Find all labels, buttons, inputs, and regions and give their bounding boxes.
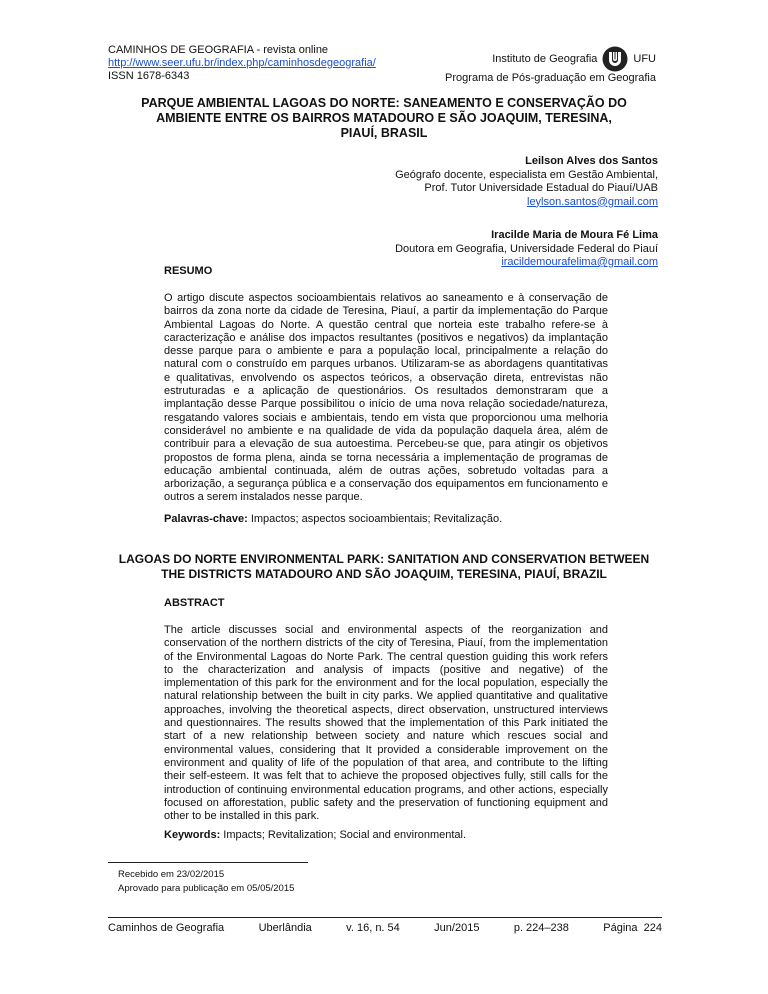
footer-date: Jun/2015: [434, 922, 480, 934]
author-name: Iracilde Maria de Moura Fé Lima: [491, 229, 658, 241]
author-block: [238, 155, 658, 209]
footer-pages: p. 224–238: [513, 922, 569, 934]
issn: ISSN 1678-6343: [108, 70, 190, 82]
footer-city: Uberlândia: [258, 922, 312, 934]
footer-volume: v. 16, n. 54: [346, 922, 400, 934]
author-affiliation: Doutora em Geografia, Universidade Federal do Piauí: [395, 242, 658, 255]
footnote-divider: [108, 862, 308, 863]
author-affiliation: Prof. Tutor Universidade Estadual do Piauí/UAB: [424, 182, 658, 194]
footer-journal: Caminhos de Geografia: [108, 922, 225, 934]
journal-url-link[interactable]: http://www.seer.ufu.br/index.php/caminhosdegeografia/: [108, 57, 376, 69]
journal-name: CAMINHOS DE GEOGRAFIA - revista online: [108, 44, 329, 56]
institute-name: Instituto de Geografia: [492, 52, 598, 65]
abstract-heading: ABSTRACT: [164, 597, 225, 609]
title-line: PARQUE AMBIENTAL LAGOAS DO NORTE: SANEAMENTO E CONSERVAÇÃO DO: [141, 96, 627, 110]
author-email-link[interactable]: leylson.santos@gmail.com: [527, 195, 658, 208]
author-block: [238, 229, 658, 270]
author-affiliation: Geógrafo docente, especialista em Gestão Ambiental,: [395, 168, 658, 181]
keywords-list: Impactos; aspectos socioambientais; Revitalização.: [247, 513, 503, 525]
title-line: THE DISTRICTS MATADOURO AND SÃO JOAQUIM, TERESINA, PIAUÍ, BRAZIL: [161, 567, 607, 581]
keywords-label: Keywords:: [164, 829, 221, 841]
title-line: LAGOAS DO NORTE ENVIRONMENTAL PARK: SANITATION AND CONSERVATION BETWEEN: [118, 552, 650, 566]
article-title-pt: [108, 96, 660, 141]
keywords-label: Palavras-chave:: [164, 513, 248, 525]
title-line: AMBIENTE ENTRE OS BAIRROS MATADOURO E SÃO JOAQUIM, TERESINA,: [156, 111, 612, 125]
footer-page-number: Página 224: [603, 922, 662, 934]
journal-header: [108, 44, 376, 83]
keywords-list: Impacts; Revitalization; Social and environmental.: [220, 829, 467, 841]
program-name: Programa de Pós-graduação em Geografia: [445, 72, 656, 84]
author-name: Leilson Alves dos Santos: [525, 155, 658, 167]
resumo-text: O artigo discute aspectos socioambientais relativos ao saneamento e à conservação de bairros da zona norte da cidade de Teresina, Piauí, a partir da implementação do Parque Ambiental Lagoas do Norte. A questão central que norteia este trabalho refere-se à caracterização e análise dos impactos resultantes (positivos e negativos) da implantação desse parque para o ambiente e para a população local, principalmente a relação do natural com o construído em parques urbanos. Utilizaram-se as abordagens quantitativas e qualitativas, envolvendo os aspectos teóricos, a observação direta, entrevistas não estruturadas e a aplicação de questionários. Os resultados demonstraram que a implantação desse Parque possibilitou o início de uma nova relação sociedade/natureza, resgatando valores sociais e ambientais, tendo em vista que proporcionou uma melhoria considerável no ambiente e na qualidade de vida da população daquela área, além de contribuir para a elevação de sua autoestima. Percebeu-se que, para atingir os objetivos propostos de forma plena, ainda se torna necessária a implementação de programas de educação ambiental continuada, além de outras ações, sobretudo voltadas para a arborização, a segurança pública e a conservação dos equipamentos em funcionamento e outros a serem instalados nesse parque.: [164, 292, 608, 504]
abstract-keywords: [164, 829, 608, 842]
received-date: Recebido em 23/02/2015: [118, 869, 225, 880]
ufu-logo-icon: [601, 46, 629, 72]
page-footer: [108, 922, 662, 934]
resumo-heading: RESUMO: [164, 265, 213, 277]
approved-date: Aprovado para publicação em 05/05/2015: [118, 883, 295, 894]
title-line: PIAUÍ, BRASIL: [340, 126, 428, 140]
article-title-en: [104, 552, 664, 582]
footnotes: [118, 868, 294, 896]
footer-divider: [108, 917, 662, 918]
resumo-keywords: [164, 513, 608, 526]
author-email-link[interactable]: iracildemourafelima@gmail.com: [501, 256, 658, 268]
institution-header: [445, 46, 656, 85]
abstract-text: The article discusses social and environmental aspects of the reorganization and conservation of the northern districts of the city of Teresina, Piauí, from the implementation of the Environmental Lagoas do Norte Park. The central question guiding this work refers to the characterization and analysis of impacts (positive and negative) of the implementation of this park for the environment and for the local population, especially the natural relationship between the built in city parks. We applied quantitative and qualitative approaches, involving the theoretical aspects, direct observation, unstructured interviews and questionnaires. The results showed that the implementation of this Park initiated the start of a new relationship between society and nature which rescues social and environmental values, considering that It provided a considerable improvement on the environment and quality of life of the population of that area, and contribute to the lifting their self-esteem. It was felt that to achieve the proposed objectives fully, still calls for the introduction of continuing environmental education programs, and other actions, especially focused on afforestation, public safety and the preservation of functioning equipment and other to be installed in this park.: [164, 624, 608, 823]
university-name: UFU: [633, 52, 656, 65]
